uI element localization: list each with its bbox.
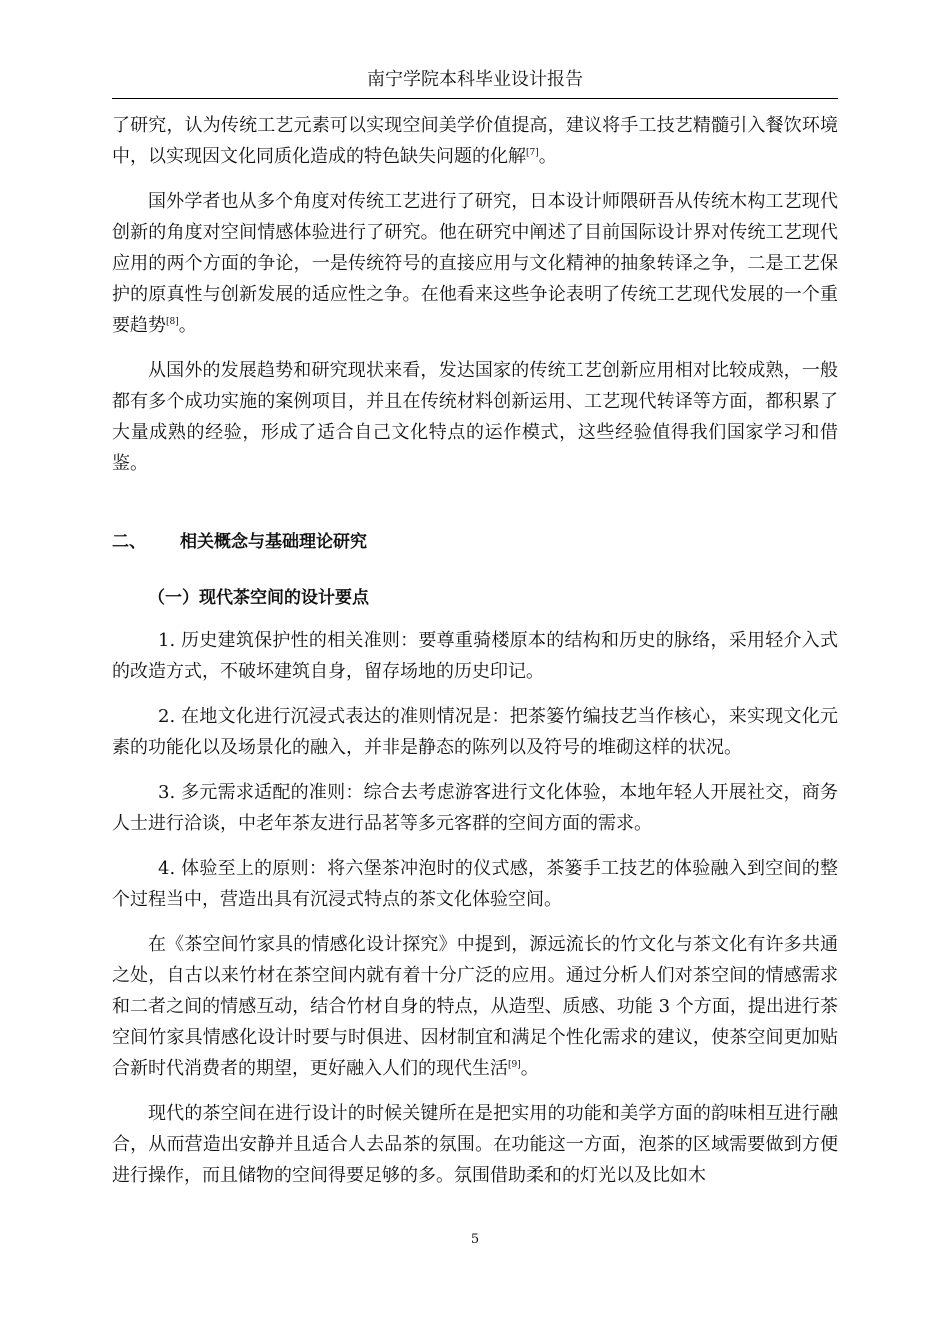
paragraph-end: 。 <box>538 146 557 167</box>
citation-7: [7] <box>526 148 539 158</box>
page-number: 5 <box>470 1232 480 1247</box>
page-header: 南宁学院本科毕业设计报告 <box>112 66 838 99</box>
paragraph-end: 。 <box>178 315 197 336</box>
section-heading <box>112 527 838 557</box>
list-item: 3. 多元需求适配的准则：综合去考虑游客进行文化体验，本地年轻人开展社交，商务人士进行洽谈，中老年茶友进行品茗等多元客群的空间方面的需求。 <box>112 782 838 834</box>
citation-8: [8] <box>166 317 179 327</box>
paragraph-text: 在《茶空间竹家具的情感化设计探究》中提到，源远流长的竹文化与茶文化有许多共通之处，自古以来竹材在茶空间内就有着十分广泛的应用。通过分析人们对茶空间的情感需求和二者之间的情感互动，结合竹材自身的特点，从造型、质感、功能 3 个方面，提出进行茶空间竹家具情感化设计时要与时俱进、因材制宜和满足个性化需求的建议，使茶空间更加贴合新时代消费者的期望，更好融入人们的现代生活 <box>112 934 838 1079</box>
paragraph-foreign-summary: 从国外的发展趋势和研究现状来看，发达国家的传统工艺创新应用相对比较成熟，一般都有多个成功实施的案例项目，并且在传统材料创新运用、工艺现代转译等方面，都积累了大量成熟的经验，形成了适合自己文化特点的运作模式，这些经验值得我们国家学习和借鉴。 <box>112 360 838 474</box>
list-item: 4. 体验至上的原则：将六堡茶冲泡时的仪式感，茶篓手工技艺的体验融入到空间的整个过程当中，营造出具有沉浸式特点的茶文化体验空间。 <box>112 858 838 910</box>
list-item: 2. 在地文化进行沉浸式表达的准则情况是：把茶篓竹编技艺当作核心，来实现文化元素的功能化以及场景化的融入，并非是静态的陈列以及符号的堆砌这样的状况。 <box>112 706 838 758</box>
paragraph-bamboo-furniture <box>112 929 838 1084</box>
paragraph-intro-continuation <box>112 110 838 172</box>
paragraph-text: 了研究，认为传统工艺元素可以实现空间美学价值提高，建议将手工技艺精髓引入餐饮环境中，以实现因文化同质化造成的特色缺失问题的化解 <box>112 115 838 167</box>
subsection-heading: （一）现代茶空间的设计要点 <box>148 588 369 608</box>
page-body <box>112 110 838 1191</box>
paragraph-modern-tea-space: 现代的茶空间在进行设计的时候关键所在是把实用的功能和美学方面的韵味相互进行融合，从而营造出安静并且适合人去品茶的氛围。在功能这一方面，泡茶的区域需要做到方便进行操作，而且储物的空间得要足够的多。氛围借助柔和的灯光以及比如木 <box>112 1103 838 1186</box>
section-number: 二、 <box>112 532 146 552</box>
list-item: 1. 历史建筑保护性的相关准则：要尊重骑楼原本的结构和历史的脉络，采用轻介入式的改造方式，不破坏建筑自身，留存场地的历史印记。 <box>112 630 838 682</box>
paragraph-text: 国外学者也从多个角度对传统工艺进行了研究，日本设计师隈研吾从传统木构工艺现代创新的角度对空间情感体验进行了研究。他在研究中阐述了目前国际设计界对传统工艺现代应用的两个方面的争论，一是传统符号的直接应用与文化精神的抽象转译之争，二是工艺保护的原真性与创新发展的适应性之争。在他看来这些争论表明了传统工艺现代发展的一个重要趋势 <box>112 191 838 336</box>
section-title: 相关概念与基础理论研究 <box>180 532 367 552</box>
citation-9: [9] <box>508 1060 521 1070</box>
paragraph-foreign-research <box>112 186 838 341</box>
paragraph-end: 。 <box>520 1058 539 1079</box>
